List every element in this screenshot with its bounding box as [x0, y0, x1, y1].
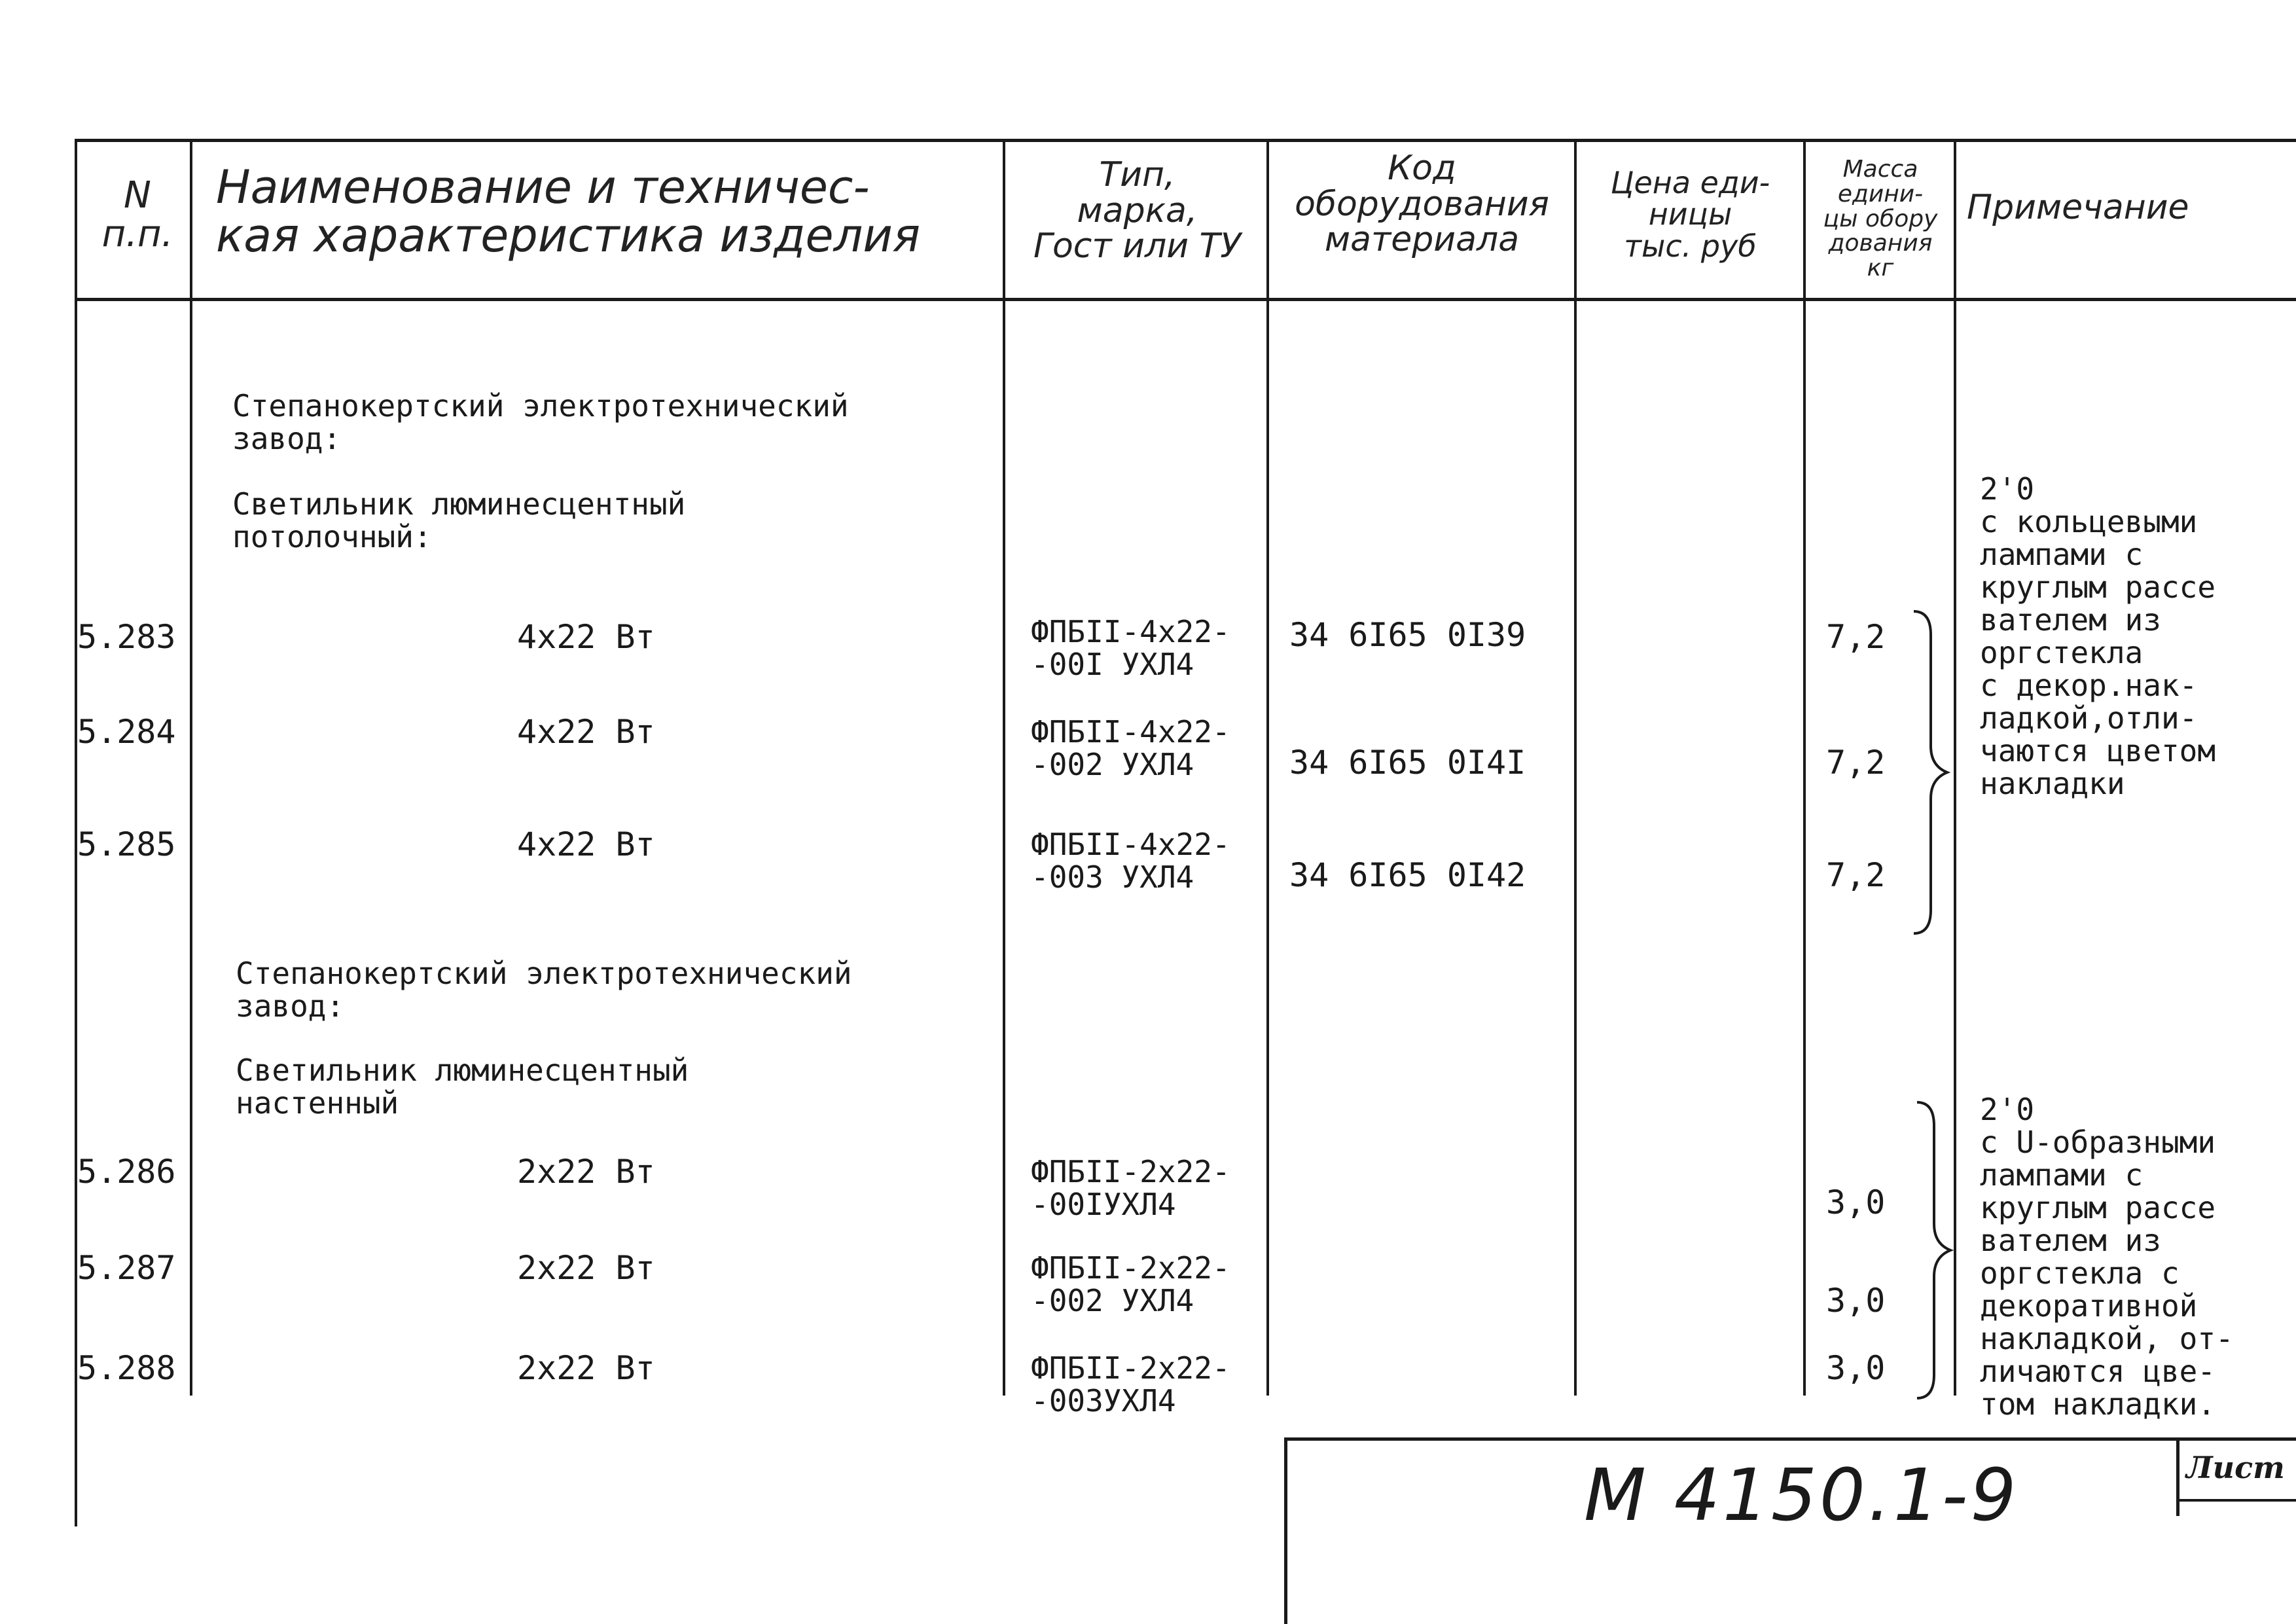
- row-number: 5.286: [77, 1153, 176, 1191]
- row-number: 5.288: [77, 1349, 176, 1387]
- row-code: 34 6I65 0I39: [1289, 616, 1526, 654]
- header-price: Цена еди- ницы тыс. руб: [1610, 165, 1770, 264]
- header-mass: Масса едини- цы обору дования кг: [1823, 156, 1938, 282]
- column-divider: [1266, 139, 1269, 1396]
- brace-icon: [1914, 1100, 1954, 1401]
- stamp-top-rule: [1284, 1437, 2296, 1441]
- row-number: 5.285: [77, 825, 176, 863]
- row-description: 4x22 Вт: [517, 825, 655, 863]
- row-type: ФПБII-4x22- -00I УХЛ4: [1031, 614, 1230, 682]
- row-type: ФПБII-2x22- -003УХЛ4: [1031, 1350, 1230, 1418]
- row-number: 5.284: [77, 713, 176, 751]
- brace-icon: [1911, 609, 1950, 936]
- row-description: 4x22 Вт: [517, 618, 655, 656]
- row-mass: 7,2: [1826, 618, 1886, 656]
- column-divider: [1003, 139, 1005, 1396]
- row-code: 34 6I65 0I4I: [1289, 744, 1526, 782]
- column-divider: [1574, 139, 1577, 1396]
- row-number: 5.283: [77, 618, 176, 656]
- row-type: ФПБII-4x22- -002 УХЛ4: [1031, 714, 1230, 782]
- row-code: 34 6I65 0I42: [1289, 856, 1526, 894]
- stamp-left-rule: [1284, 1437, 1287, 1624]
- header-number: N п.п.: [101, 174, 173, 255]
- sheet-label: Лист: [2186, 1450, 2285, 1485]
- row-mass: 7,2: [1826, 856, 1886, 894]
- product-heading: Светильник люминесцентный настенный: [236, 1053, 689, 1121]
- header-type: Тип, марка, Гост или ТУ: [1033, 155, 1241, 266]
- row-description: 2x22 Вт: [517, 1153, 655, 1191]
- row-number: 5.287: [77, 1249, 176, 1287]
- header-note: Примечание: [1967, 188, 2189, 227]
- row-mass: 7,2: [1826, 744, 1886, 782]
- row-mass: 3,0: [1826, 1282, 1886, 1320]
- column-divider: [1803, 139, 1806, 1396]
- table-top-rule: [77, 139, 2296, 142]
- row-type: ФПБII-2x22- -002 УХЛ4: [1031, 1250, 1230, 1318]
- row-description: 2x22 Вт: [517, 1249, 655, 1287]
- product-heading: Светильник люминесцентный потолочный:: [232, 486, 686, 554]
- stamp-sheet-divider: [2176, 1437, 2179, 1516]
- row-type: ФПБII-2x22- -00IУХЛ4: [1031, 1154, 1230, 1222]
- header-bottom-rule: [77, 298, 2296, 301]
- manufacturer-heading: Степанокертский электротехнический завод:: [236, 956, 852, 1024]
- note-ceiling: 2'0 с кольцевыми лампами с круглым рассе вателем из оргстекла с декор.нак- ладкой,отли- чаются цветом накладки: [1980, 471, 2216, 801]
- row-mass: 3,0: [1826, 1349, 1886, 1387]
- row-mass: 3,0: [1826, 1183, 1886, 1221]
- row-description: 2x22 Вт: [517, 1349, 655, 1387]
- document-code: М 4150.1-9: [1584, 1453, 2019, 1537]
- stamp-sheet-rule: [2179, 1499, 2296, 1502]
- column-divider: [1954, 139, 1956, 1396]
- row-type: ФПБII-4x22- -003 УХЛ4: [1031, 827, 1230, 895]
- header-name: Наименование и техничес- кая характеристика изделия: [216, 160, 920, 262]
- row-description: 4x22 Вт: [517, 713, 655, 751]
- note-wall: 2'0 с U-образными лампами с круглым рассе вателем из оргстекла с декоративной накладкой, от- личаются цве- том накладки.: [1980, 1092, 2234, 1422]
- manufacturer-heading: Степанокертский электротехнический завод:: [232, 388, 849, 456]
- column-divider: [190, 139, 192, 1396]
- header-code: Код оборудования материала: [1295, 149, 1549, 260]
